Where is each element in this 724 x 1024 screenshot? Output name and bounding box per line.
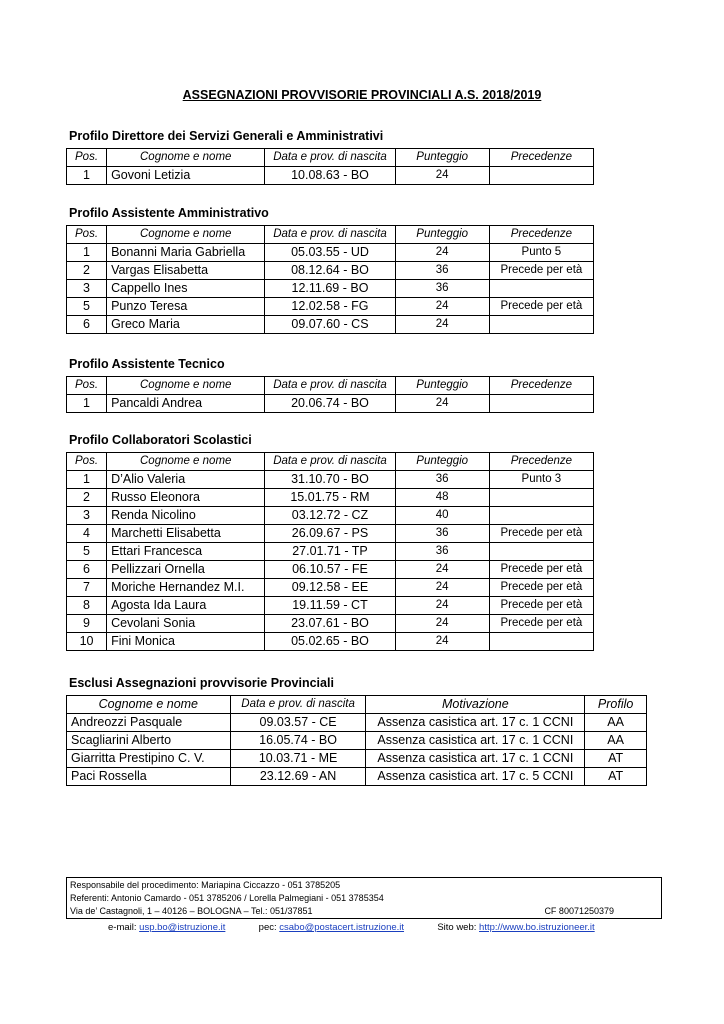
table-row [67,244,594,262]
table-row [67,316,594,334]
cell-pos: 1 [67,395,107,413]
section-title: Profilo Collaboratori Scolastici [69,433,252,447]
cell-score: 24 [395,615,489,633]
cell-name: Cappello Ines [107,280,265,298]
contacts-line [108,922,595,933]
section-table [66,376,594,413]
cell-name: Andreozzi Pasquale [67,714,231,732]
col-header-name: Cognome e nome [107,226,265,244]
table-header-row [67,149,594,167]
cell-profile: AT [585,768,647,786]
col-header-birth: Data e prov. di nascita [265,453,395,471]
cell-score: 48 [395,489,489,507]
cell-score: 24 [395,561,489,579]
col-header-profile: Profilo [585,696,647,714]
cell-prec [489,489,593,507]
cell-birth: 09.03.57 - CE [230,714,366,732]
web-label: Sito web: [437,922,477,933]
col-header-score: Punteggio [395,226,489,244]
cell-prec: Precede per età [489,262,593,280]
footer-address: Via de’ Castagnoli, 1 – 40126 – BOLOGNA – Tel.: 051/37851 [70,906,313,916]
cell-prec [489,507,593,525]
cell-pos: 4 [67,525,107,543]
cell-birth: 23.12.69 - AN [230,768,366,786]
cell-score: 36 [395,280,489,298]
cell-reason: Assenza casistica art. 17 c. 1 CCNI [366,714,585,732]
cell-reason: Assenza casistica art. 17 c. 1 CCNI [366,732,585,750]
cell-score: 24 [395,633,489,651]
col-header-prec: Precedenze [489,453,593,471]
table-row [67,167,594,185]
section-table [66,452,594,651]
table-row [67,280,594,298]
cell-pos: 9 [67,615,107,633]
section-title: Profilo Assistente Amministrativo [69,206,269,220]
cell-name: Scagliarini Alberto [67,732,231,750]
cell-name: Agosta Ida Laura [107,597,265,615]
cell-prec: Punto 5 [489,244,593,262]
cell-prec: Precede per età [489,525,593,543]
cell-score: 24 [395,298,489,316]
cell-pos: 6 [67,316,107,334]
cell-pos: 2 [67,489,107,507]
table-row [67,395,594,413]
cell-score: 36 [395,262,489,280]
cell-score: 24 [395,597,489,615]
footer-box [66,877,662,919]
col-header-birth: Data e prov. di nascita [230,696,366,714]
col-header-prec: Precedenze [489,377,593,395]
cell-pos: 1 [67,244,107,262]
excluded-header-row [67,696,647,714]
col-header-pos: Pos. [67,149,107,167]
cell-score: 36 [395,471,489,489]
excluded-table [66,695,647,786]
cell-name: Marchetti Elisabetta [107,525,265,543]
cell-reason: Assenza casistica art. 17 c. 5 CCNI [366,768,585,786]
col-header-prec: Precedenze [489,149,593,167]
cell-birth: 06.10.57 - FE [265,561,395,579]
cell-pos: 5 [67,543,107,561]
cell-birth: 09.12.58 - EE [265,579,395,597]
cell-reason: Assenza casistica art. 17 c. 1 CCNI [366,750,585,768]
section-title: Profilo Assistente Tecnico [69,357,225,371]
col-header-name: Cognome e nome [107,377,265,395]
cell-birth: 23.07.61 - BO [265,615,395,633]
cell-pos: 1 [67,167,107,185]
cell-birth: 10.03.71 - ME [230,750,366,768]
cell-score: 24 [395,244,489,262]
email-link[interactable]: usp.bo@istruzione.it [139,922,226,933]
cell-birth: 26.09.67 - PS [265,525,395,543]
table-row [67,471,594,489]
col-header-birth: Data e prov. di nascita [265,377,395,395]
table-row [67,543,594,561]
col-header-pos: Pos. [67,377,107,395]
cell-profile: AA [585,732,647,750]
cell-score: 24 [395,316,489,334]
cell-birth: 10.08.63 - BO [265,167,395,185]
cell-name: Renda Nicolino [107,507,265,525]
cell-birth: 12.11.69 - BO [265,280,395,298]
cell-name: Fini Monica [107,633,265,651]
cell-prec [489,167,593,185]
cell-score: 36 [395,525,489,543]
cell-birth: 15.01.75 - RM [265,489,395,507]
cell-prec: Precede per età [489,579,593,597]
cell-score: 40 [395,507,489,525]
cell-birth: 12.02.58 - FG [265,298,395,316]
cell-pos: 8 [67,597,107,615]
cell-birth: 16.05.74 - BO [230,732,366,750]
cell-name: Greco Maria [107,316,265,334]
table-row [67,507,594,525]
pec-label: pec: [258,922,277,933]
cell-pos: 10 [67,633,107,651]
cell-prec [489,316,593,334]
cell-name: Giarritta Prestipino C. V. [67,750,231,768]
table-row [67,633,594,651]
cell-name: Punzo Teresa [107,298,265,316]
table-row [67,597,594,615]
cell-birth: 27.01.71 - TP [265,543,395,561]
cell-score: 36 [395,543,489,561]
cell-prec: Precede per età [489,298,593,316]
table-row [67,525,594,543]
cell-birth: 05.03.55 - UD [265,244,395,262]
col-header-prec: Precedenze [489,226,593,244]
cell-name: Moriche Hernandez M.I. [107,579,265,597]
cell-birth: 09.07.60 - CS [265,316,395,334]
cell-prec [489,395,593,413]
footer-line-2: Referenti: Antonio Camardo - 051 3785206 / Lorella Palmegiani - 051 3785354 [70,893,384,903]
col-header-score: Punteggio [395,149,489,167]
section-title: Profilo Direttore dei Servizi Generali e Amministrativi [69,129,384,143]
col-header-birth: Data e prov. di nascita [265,226,395,244]
excluded-title: Esclusi Assegnazioni provvisorie Provinciali [69,676,334,690]
section-table [66,148,594,185]
cell-birth: 05.02.65 - BO [265,633,395,651]
cell-pos: 2 [67,262,107,280]
cell-birth: 08.12.64 - BO [265,262,395,280]
footer-cf: CF 80071250379 [544,906,614,916]
cell-birth: 19.11.59 - CT [265,597,395,615]
page-title: ASSEGNAZIONI PROVVISORIE PROVINCIALI A.S. 2018/2019 [182,88,542,102]
table-header-row [67,226,594,244]
cell-prec [489,543,593,561]
cell-birth: 03.12.72 - CZ [265,507,395,525]
cell-pos: 6 [67,561,107,579]
cell-prec [489,280,593,298]
cell-name: Vargas Elisabetta [107,262,265,280]
section-table [66,225,594,334]
table-row [67,561,594,579]
table-row [67,489,594,507]
cell-prec [489,633,593,651]
cell-birth: 31.10.70 - BO [265,471,395,489]
cell-prec: Punto 3 [489,471,593,489]
col-header-name: Cognome e nome [107,453,265,471]
cell-score: 24 [395,579,489,597]
cell-prec: Precede per età [489,561,593,579]
cell-name: Cevolani Sonia [107,615,265,633]
col-header-score: Punteggio [395,453,489,471]
cell-profile: AT [585,750,647,768]
col-header-birth: Data e prov. di nascita [265,149,395,167]
cell-name: Bonanni Maria Gabriella [107,244,265,262]
col-header-name: Cognome e nome [67,696,231,714]
cell-pos: 3 [67,507,107,525]
table-row [67,615,594,633]
table-header-row [67,453,594,471]
col-header-score: Punteggio [395,377,489,395]
table-row [67,262,594,280]
excluded-row [67,768,647,786]
web-link[interactable]: http://www.bo.istruzioneer.it [479,922,595,933]
excluded-row [67,714,647,732]
excluded-row [67,750,647,768]
cell-pos: 7 [67,579,107,597]
footer-line-3 [70,905,658,918]
table-row [67,298,594,316]
cell-name: Govoni Letizia [107,167,265,185]
cell-pos: 3 [67,280,107,298]
cell-name: Pellizzari Ornella [107,561,265,579]
table-row [67,579,594,597]
cell-name: Ettari Francesca [107,543,265,561]
footer-line-1: Responsabile del procedimento: Mariapina Ciccazzo - 051 3785205 [70,880,341,890]
cell-prec: Precede per età [489,597,593,615]
col-header-pos: Pos. [67,226,107,244]
cell-pos: 1 [67,471,107,489]
col-header-name: Cognome e nome [107,149,265,167]
table-header-row [67,377,594,395]
cell-score: 24 [395,395,489,413]
cell-name: Russo Eleonora [107,489,265,507]
cell-name: D’Alio Valeria [107,471,265,489]
cell-name: Paci Rossella [67,768,231,786]
cell-prec: Precede per età [489,615,593,633]
pec-link[interactable]: csabo@postacert.istruzione.it [279,922,405,933]
col-header-reason: Motivazione [366,696,585,714]
email-label: e-mail: [108,922,137,933]
cell-name: Pancaldi Andrea [107,395,265,413]
cell-profile: AA [585,714,647,732]
cell-birth: 20.06.74 - BO [265,395,395,413]
cell-pos: 5 [67,298,107,316]
cell-score: 24 [395,167,489,185]
excluded-row [67,732,647,750]
col-header-pos: Pos. [67,453,107,471]
